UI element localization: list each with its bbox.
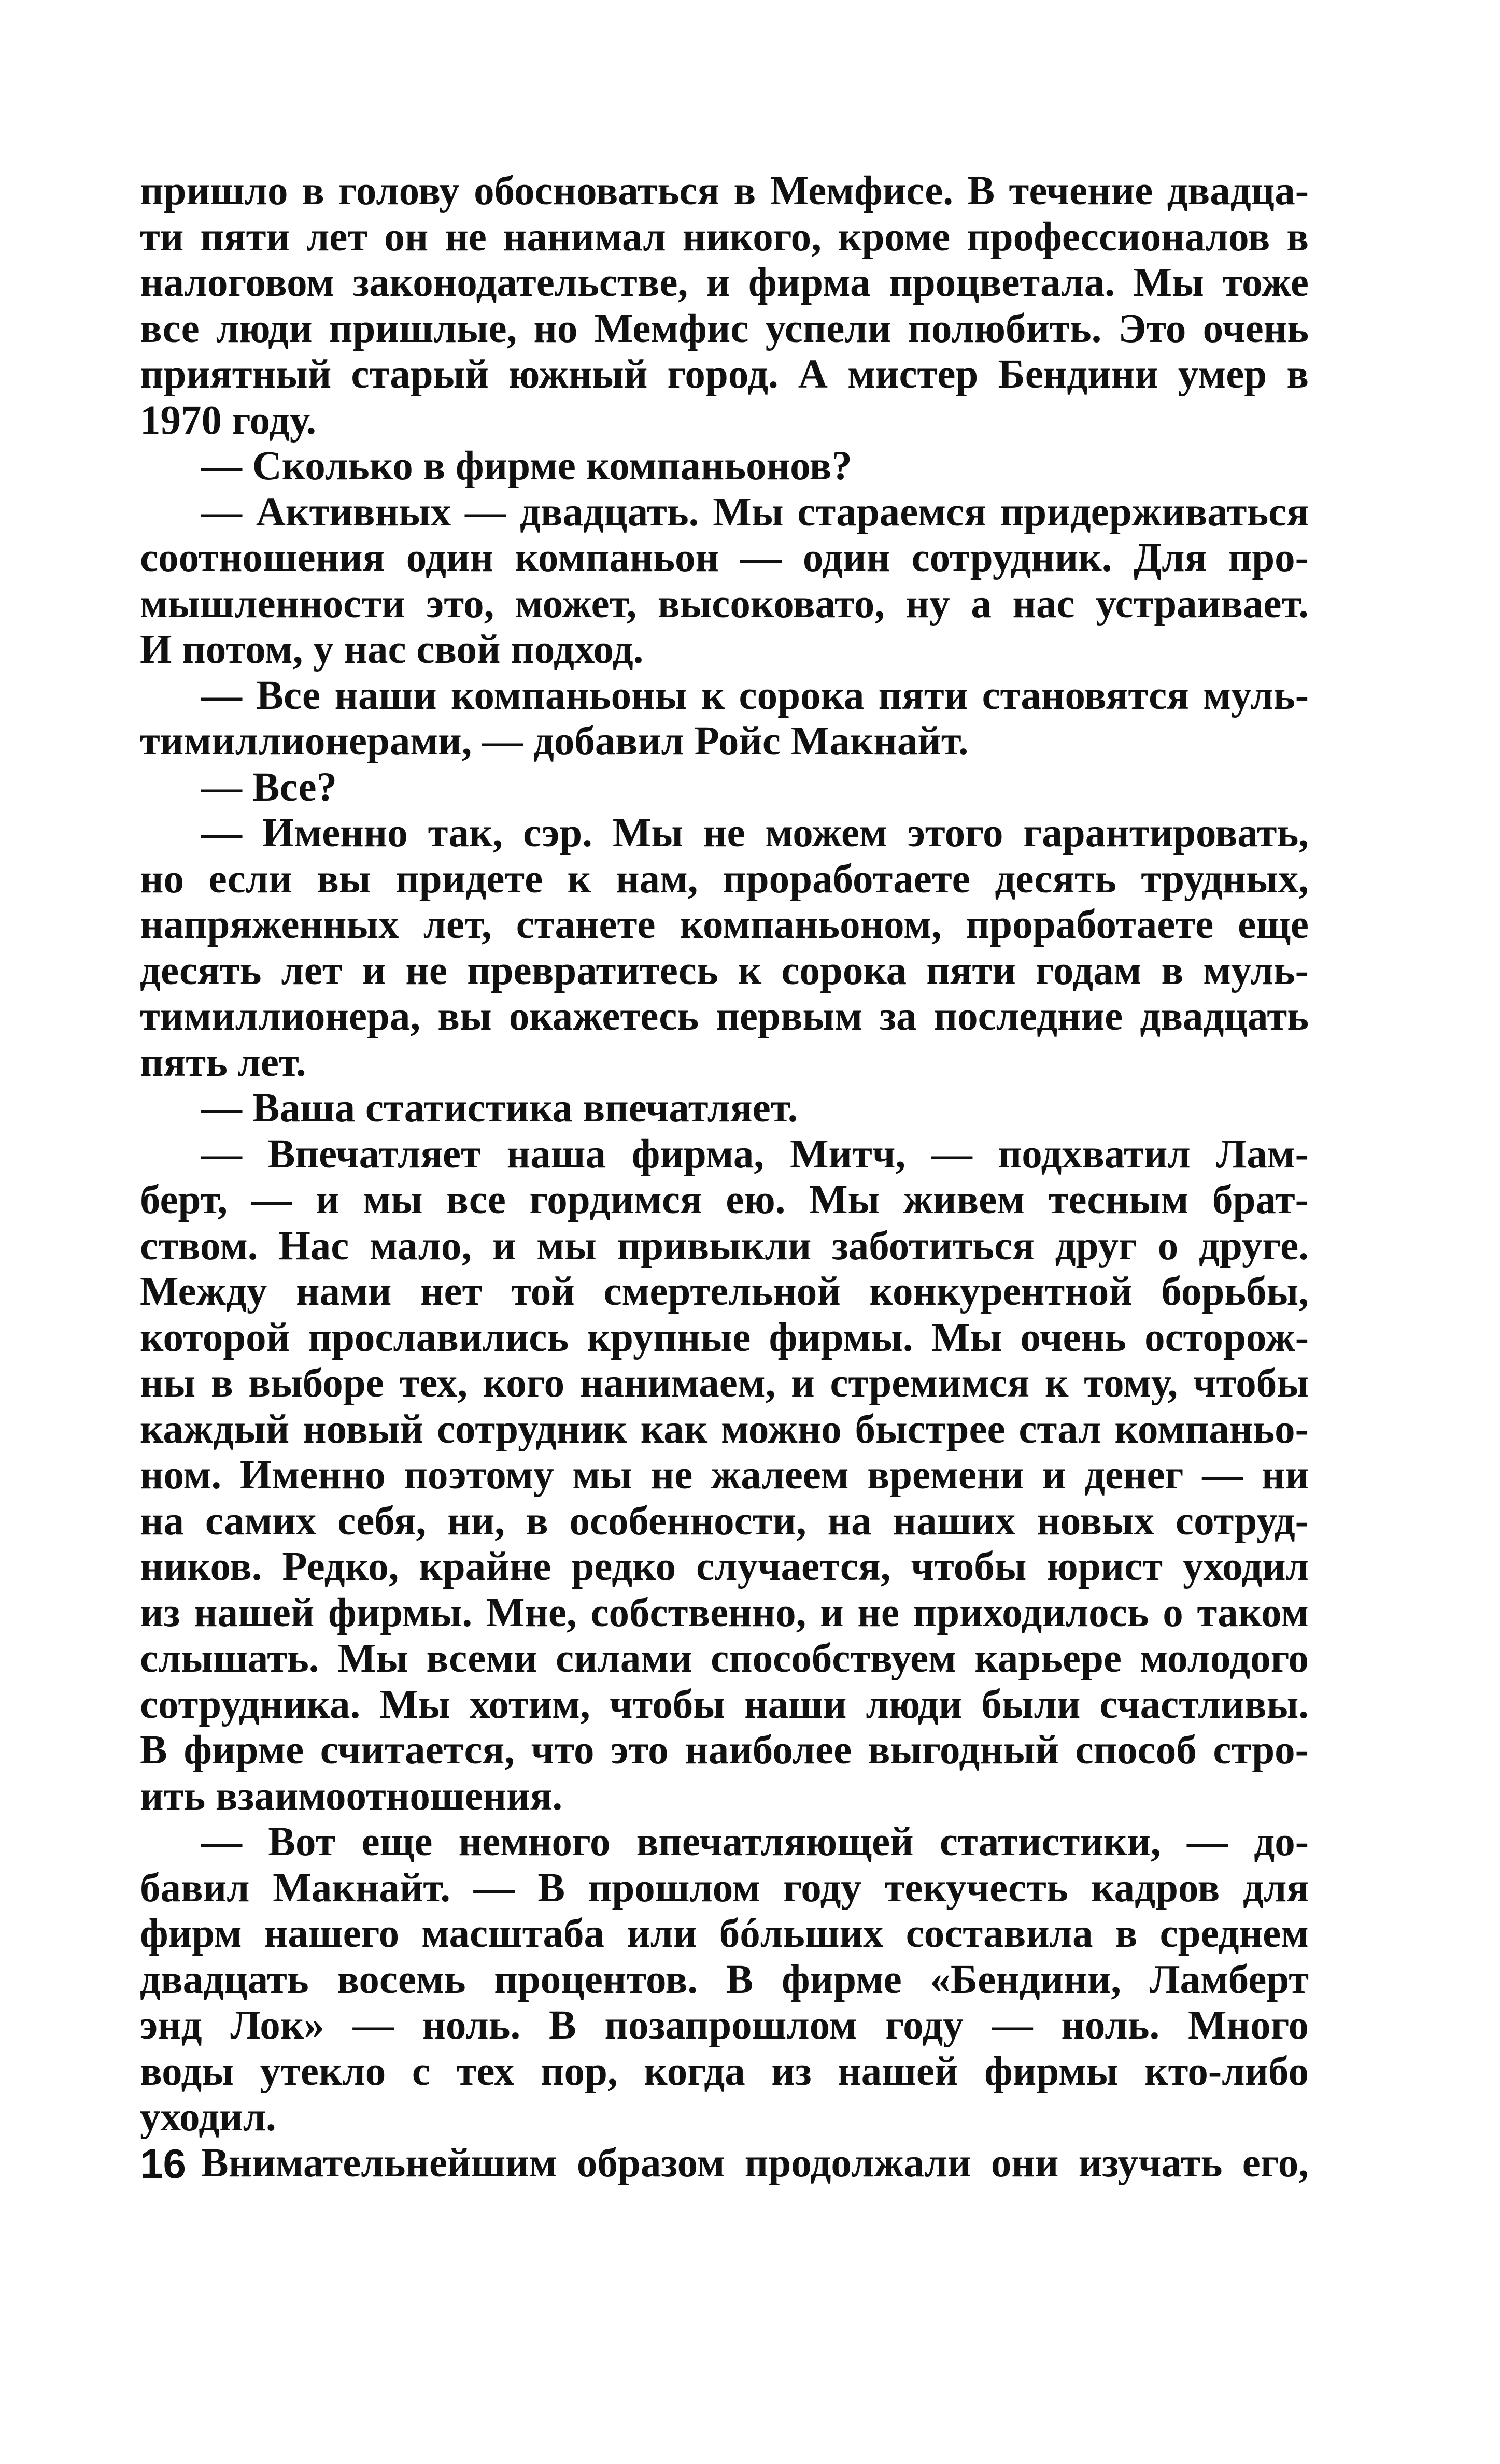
text-line: десять лет и не превратитесь к сорока пяти годам в муль- bbox=[140, 948, 1309, 993]
text-line: берт, — и мы все гордимся ею. Мы живем тесным брат- bbox=[140, 1177, 1309, 1222]
text-line: ников. Редко, крайне редко случается, чтобы юрист уходил bbox=[140, 1544, 1309, 1589]
text-line: приятный старый южный город. А мистер Бендини умер в bbox=[140, 352, 1309, 397]
text-line: — Впечатляет наша фирма, Митч, — подхватил Лам- bbox=[201, 1131, 1309, 1177]
page-body-text bbox=[140, 168, 1309, 2186]
text-line: тимиллионера, вы окажетесь первым за последние двадцать bbox=[140, 994, 1309, 1039]
text-line: которой прославились крупные фирмы. Мы очень осторож- bbox=[140, 1315, 1309, 1360]
text-line: ством. Нас мало, и мы привыкли заботиться друг о друге. bbox=[140, 1223, 1309, 1269]
text-line: на самих себя, ни, в особенности, на наших новых сотруд- bbox=[140, 1498, 1309, 1544]
text-line: бавил Макнайт. — В прошлом году текучесть кадров для bbox=[140, 1865, 1309, 1911]
text-line: мышленности это, может, высоковато, ну а нас устраивает. bbox=[140, 581, 1309, 626]
text-line: соотношения один компаньон — один сотрудник. Для про- bbox=[140, 535, 1309, 580]
text-line: сотрудника. Мы хотим, чтобы наши люди были счастливы. bbox=[140, 1682, 1309, 1727]
text-line: слышать. Мы всеми силами способствуем карьере молодого bbox=[140, 1636, 1309, 1681]
text-line: 1970 году. bbox=[140, 397, 317, 443]
text-line: пришло в голову обосноваться в Мемфисе. В течение двадца- bbox=[140, 168, 1309, 213]
text-line: уходил. bbox=[140, 2095, 276, 2140]
text-line: но если вы придете к нам, проработаете десять трудных, bbox=[140, 856, 1309, 902]
text-line: ны в выборе тех, кого нанимаем, и стремимся к тому, чтобы bbox=[140, 1361, 1309, 1406]
text-line: двадцать восемь процентов. В фирме «Бендини, Ламберт bbox=[140, 1957, 1309, 2002]
text-line: — Сколько в фирме компаньонов? bbox=[201, 444, 852, 489]
text-line: — Ваша статистика впечатляет. bbox=[201, 1086, 798, 1131]
text-line: воды утекло с тех пор, когда из нашей фирмы кто-либо bbox=[140, 2048, 1309, 2094]
text-line: В фирме считается, что это наиболее выгодный способ стро- bbox=[140, 1728, 1309, 1773]
text-line: — Все наши компаньоны к сорока пяти становятся муль- bbox=[201, 673, 1309, 718]
text-line: ти пяти лет он не нанимал никого, кроме профессионалов в bbox=[140, 214, 1309, 260]
text-line: напряженных лет, станете компаньоном, проработаете еще bbox=[140, 902, 1309, 947]
text-line: пять лет. bbox=[140, 1039, 306, 1085]
text-line: — Вот еще немного впечатляющей статистики, — до- bbox=[201, 1819, 1309, 1864]
page-number: 16 bbox=[140, 2141, 186, 2187]
text-line: все люди пришлые, но Мемфис успели полюбить. Это очень bbox=[140, 306, 1309, 351]
text-line: налоговом законодательстве, и фирма процветала. Мы тоже bbox=[140, 260, 1309, 305]
text-line: — Именно так, сэр. Мы не можем этого гарантировать, bbox=[201, 810, 1309, 856]
text-line: каждый новый сотрудник как можно быстрее стал компаньо- bbox=[140, 1406, 1309, 1452]
text-line: — Активных — двадцать. Мы стараемся придерживаться bbox=[201, 489, 1309, 535]
text-line: ном. Именно поэтому мы не жалеем времени и денег — ни bbox=[140, 1452, 1309, 1498]
text-line: фирм нашего масштаба или бóльших составила в среднем bbox=[140, 1911, 1309, 1956]
text-line: И потом, у нас свой подход. bbox=[140, 627, 644, 672]
text-line: из нашей фирмы. Мне, собственно, и не приходилось о таком bbox=[140, 1590, 1309, 1635]
text-line: ить взаимоотношения. bbox=[140, 1773, 563, 1819]
text-line: Между нами нет той смертельной конкурентной борьбы, bbox=[140, 1269, 1309, 1314]
text-line: Внимательнейшим образом продолжали они изучать его, bbox=[201, 2140, 1309, 2186]
text-line: — Все? bbox=[201, 764, 337, 810]
text-line: тимиллионерами, — добавил Ройс Макнайт. bbox=[140, 719, 969, 764]
text-line: энд Лок» — ноль. В позапрошлом году — ноль. Много bbox=[140, 2003, 1309, 2048]
